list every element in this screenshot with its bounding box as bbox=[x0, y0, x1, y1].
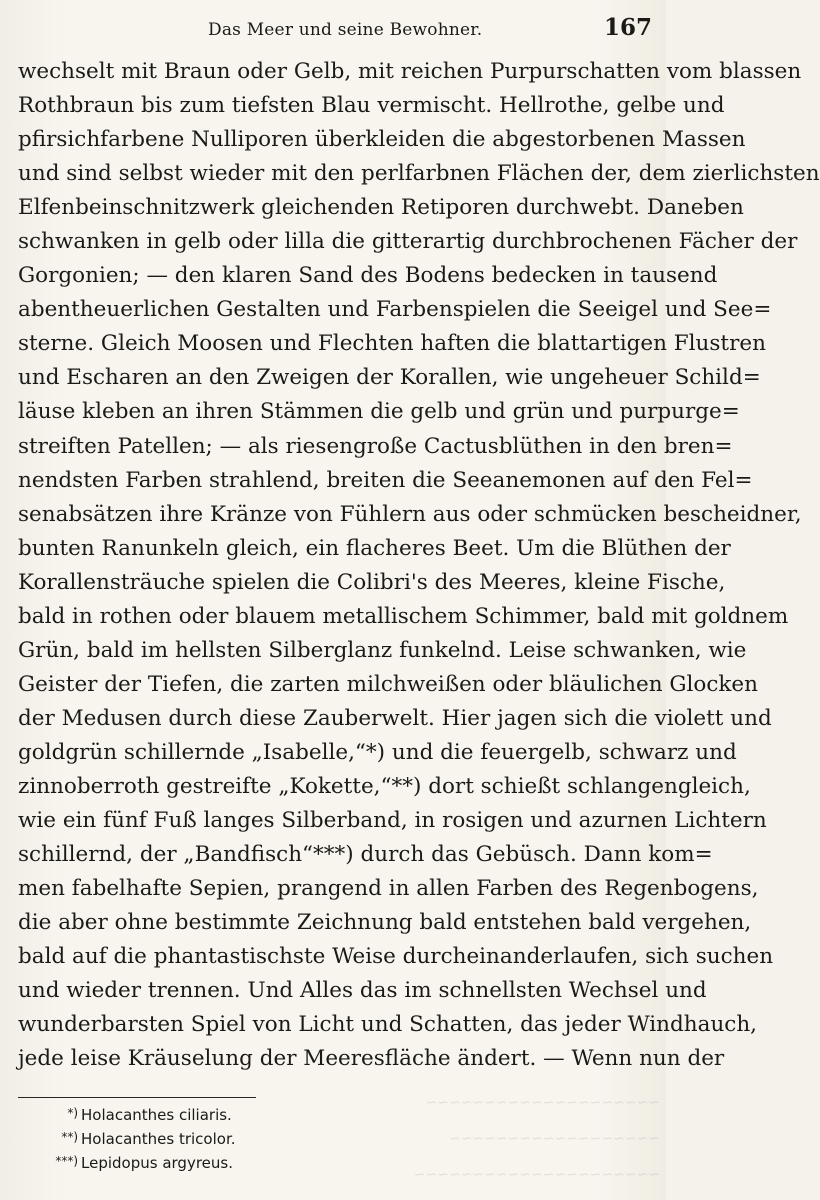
text-line: Elfenbeinschnitzwerk gleichenden Retiporen durchwebt. Daneben bbox=[18, 195, 744, 221]
body-text bbox=[18, 55, 820, 1076]
text-line: bunten Ranunkeln gleich, ein flacheres Beet. Um die Blüthen der bbox=[18, 535, 731, 561]
text-line: schwanken in gelb oder lilla die gitterartig durchbrochenen Fächer der bbox=[18, 229, 798, 255]
footnote-text: Holacanthes ciliaris. bbox=[81, 1106, 232, 1124]
text-line: wechselt mit Braun oder Gelb, mit reichen Purpurschatten vom blassen bbox=[18, 59, 802, 84]
text-line: schillernd, der „Bandfisch“***) durch das Gebüsch. Dann kom= bbox=[18, 842, 713, 868]
text-line: bald auf die phantastischste Weise durcheinanderlaufen, sich suchen bbox=[18, 944, 774, 970]
running-head: Das Meer und seine Bewohner. bbox=[208, 20, 483, 40]
footnote-text: Lepidopus argyreus. bbox=[81, 1154, 233, 1172]
text-line: abentheuerlichen Gestalten und Farbenspielen die Seeigel und See= bbox=[18, 297, 772, 323]
text-line: jede leise Kräuselung der Meeresfläche ändert. — Wenn nun der bbox=[18, 1046, 725, 1072]
text-line: Korallensträuche spielen die Colibri's des Meeres, kleine Fische, bbox=[18, 569, 726, 595]
footnote-marker: **) bbox=[61, 1130, 78, 1144]
text-line: bald in rothen oder blauem metallischem Schimmer, bald mit goldnem bbox=[18, 603, 789, 629]
footnote-marker: ***) bbox=[55, 1154, 78, 1168]
text-line: Rothbraun bis zum tiefsten Blau vermischt. Hellrothe, gelbe und bbox=[18, 93, 725, 119]
text-line: läuse kleben an ihren Stämmen die gelb und grün und purpurge= bbox=[18, 399, 740, 425]
text-line: der Medusen durch diese Zauberwelt. Hier jagen sich die violett und bbox=[18, 705, 772, 731]
text-line: die aber ohne bestimmte Zeichnung bald entstehen bald vergehen, bbox=[18, 910, 752, 936]
footnote-divider bbox=[18, 1097, 256, 1098]
footnote-text: Holacanthes tricolor. bbox=[81, 1130, 236, 1148]
text-line: und Escharen an den Zweigen der Korallen, wie ungeheuer Schild= bbox=[18, 365, 761, 391]
text-line: men fabelhafte Sepien, prangend in allen Farben des Regenbogens, bbox=[18, 876, 759, 902]
text-line: Gorgonien; — den klaren Sand des Bodens bedecken in tausend bbox=[18, 263, 718, 289]
text-line: und sind selbst wieder mit den perlfarbnen Flächen der, dem zierlichsten bbox=[18, 161, 820, 187]
bleed-through-texture: ~~~~~~~~~~~~~~~~~~~~ ~~~~~~~~~~~~~~~~~~ ~~~~~~~~~~~~~~~~~~~~~ bbox=[413, 1095, 660, 1183]
text-line: wie ein fünf Fuß langes Silberband, in rosigen und azurnen Lichtern bbox=[18, 808, 767, 834]
text-line: nendsten Farben strahlend, breiten die Seeanemonen auf den Fel= bbox=[18, 467, 753, 493]
footnotes bbox=[40, 1101, 340, 1173]
text-line: pfirsichfarbene Nulliporen überkleiden die abgestorbenen Massen bbox=[18, 127, 746, 153]
text-line: Grün, bald im hellsten Silberglanz funkelnd. Leise schwanken, wie bbox=[18, 637, 747, 663]
text-line: goldgrün schillernde „Isabelle,“*) und die feuergelb, schwarz und bbox=[18, 739, 737, 765]
footnote-marker: *) bbox=[67, 1106, 78, 1120]
page-header bbox=[0, 14, 666, 48]
page-number: 167 bbox=[603, 14, 652, 41]
text-line: zinnoberroth gestreifte „Kokette,“**) dort schießt schlangengleich, bbox=[18, 773, 751, 799]
text-line: wunderbarsten Spiel von Licht und Schatten, das jeder Windhauch, bbox=[18, 1012, 758, 1038]
text-line: sterne. Gleich Moosen und Flechten haften die blattartigen Flustren bbox=[18, 331, 766, 357]
footnote-item bbox=[40, 1125, 340, 1149]
text-line: streiften Patellen; — als riesengroße Cactusblüthen in den bren= bbox=[18, 433, 733, 459]
text-line: senabsätzen ihre Kränze von Fühlern aus oder schmücken bescheidner, bbox=[18, 501, 802, 527]
footnote-item bbox=[40, 1149, 340, 1173]
text-line: Geister der Tiefen, die zarten milchweißen oder bläulichen Glocken bbox=[18, 671, 759, 697]
text-line: und wieder trennen. Und Alles das im schnellsten Wechsel und bbox=[18, 978, 707, 1004]
footnote-item bbox=[40, 1101, 340, 1125]
